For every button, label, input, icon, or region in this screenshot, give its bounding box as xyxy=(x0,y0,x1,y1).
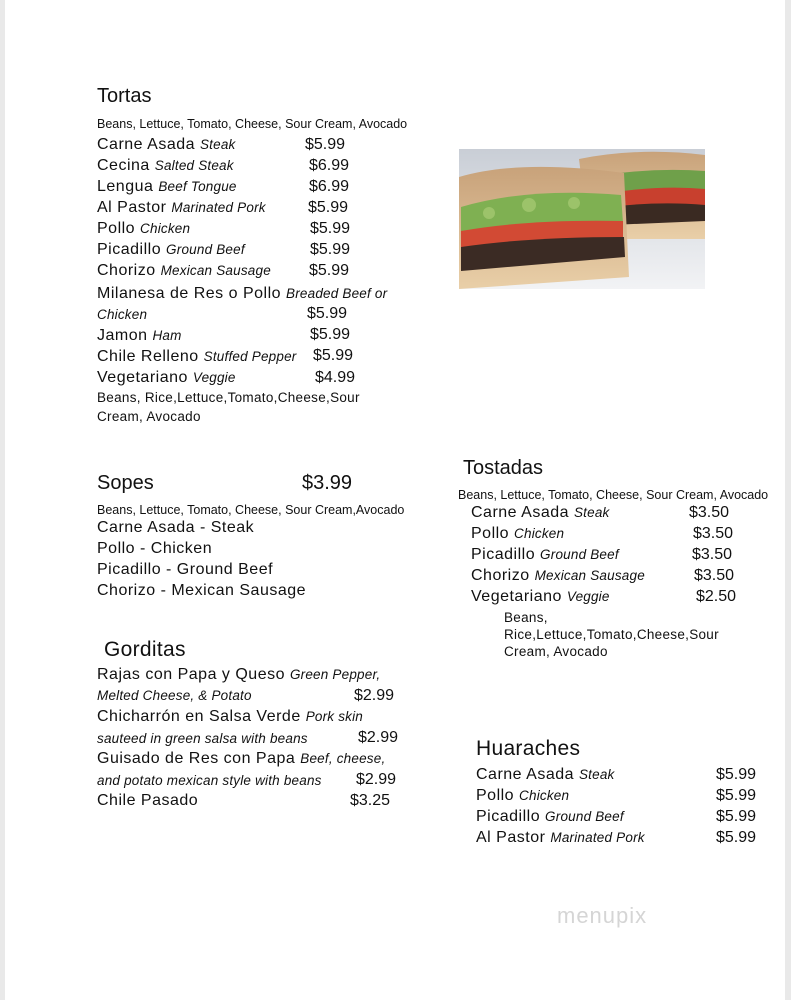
menu-item-name: Milanesa de Res o Pollo Breaded Beef or xyxy=(97,285,388,302)
menu-item-price: $6.99 xyxy=(309,157,350,174)
veggie-description: Rice,Lettuce,Tomato,Cheese,Sour xyxy=(504,627,719,642)
menu-item-price: $5.99 xyxy=(313,347,354,364)
menu-item-price: $2.99 xyxy=(358,729,399,746)
menu-item-name: Lengua Beef Tongue xyxy=(97,178,237,195)
menu-item-note: Melted Cheese, & Potato xyxy=(97,688,252,703)
menu-item-price: $5.99 xyxy=(716,808,757,825)
sopes-item: Carne Asada - Steak xyxy=(97,519,255,536)
menu-item-price: $2.99 xyxy=(354,687,395,704)
sopes-title: Sopes xyxy=(97,472,154,494)
menu-item-price: $5.99 xyxy=(716,829,757,846)
sopes-item: Chorizo - Mexican Sausage xyxy=(97,582,307,599)
tostadas-title: Tostadas xyxy=(463,457,544,479)
menu-item-price: $3.50 xyxy=(689,504,730,521)
menu-item-name: Carne Asada Steak xyxy=(471,504,610,521)
menu-item-name: Rajas con Papa y Queso Green Pepper, xyxy=(97,666,381,683)
menu-item-price: $2.50 xyxy=(696,588,737,605)
menu-item-price: $2.99 xyxy=(356,771,397,788)
page-edge-left xyxy=(0,0,5,1000)
menu-item-price: $5.99 xyxy=(309,262,350,279)
menu-item-price: $4.99 xyxy=(315,369,356,386)
sopes-description: Beans, Lettuce, Tomato, Cheese, Sour Cream,Avocado xyxy=(97,503,405,517)
menu-item-name: Carne Asada Steak xyxy=(97,136,236,153)
menu-item-name: Cecina Salted Steak xyxy=(97,157,234,174)
menu-item-name: Picadillo Ground Beef xyxy=(471,546,619,563)
tortas-title: Tortas xyxy=(97,85,152,107)
menu-item-name: Guisado de Res con Papa Beef, cheese, xyxy=(97,750,386,767)
menu-item-price: $3.50 xyxy=(694,567,735,584)
menu-item-name: Pollo Chicken xyxy=(471,525,565,542)
menu-item-price: $5.99 xyxy=(310,241,351,258)
menu-item-name: Pollo Chicken xyxy=(476,787,570,804)
menu-item-price: $3.50 xyxy=(692,546,733,563)
menu-item-name: Al Pastor Marinated Pork xyxy=(476,829,645,846)
veggie-description: Beans, xyxy=(504,610,548,625)
menu-item-name: Pollo Chicken xyxy=(97,220,191,237)
sopes-price: $3.99 xyxy=(302,472,353,494)
veggie-description: Beans, Rice,Lettuce,Tomato,Cheese,Sour xyxy=(97,390,360,405)
menu-item-name: Vegetariano Veggie xyxy=(97,369,236,386)
menu-item-name: Jamon Ham xyxy=(97,327,182,344)
menu-item-name: Vegetariano Veggie xyxy=(471,588,610,605)
menu-item-price: $5.99 xyxy=(310,326,351,343)
menu-item-note: sauteed in green salsa with beans xyxy=(97,731,308,746)
menu-item-price: $5.99 xyxy=(716,766,757,783)
gorditas-title: Gorditas xyxy=(104,638,186,661)
tostadas-description: Beans, Lettuce, Tomato, Cheese, Sour Cream, Avocado xyxy=(458,488,769,502)
veggie-description: Cream, Avocado xyxy=(97,409,201,424)
huaraches-title: Huaraches xyxy=(476,737,581,760)
torta-photo xyxy=(459,149,705,289)
menu-item-price: $5.99 xyxy=(310,220,351,237)
sopes-item: Picadillo - Ground Beef xyxy=(97,561,274,578)
sopes-item: Pollo - Chicken xyxy=(97,540,213,557)
menu-item-price: $5.99 xyxy=(716,787,757,804)
menu-item-name: Chile Pasado xyxy=(97,792,199,809)
menu-item-price: $3.50 xyxy=(693,525,734,542)
menu-item-price: $5.99 xyxy=(308,199,349,216)
page-edge-right xyxy=(785,0,791,1000)
menu-item-price: $3.25 xyxy=(350,792,391,809)
menu-item-price: $5.99 xyxy=(305,136,346,153)
menu-item-note: Chicken xyxy=(97,307,148,322)
menu-item-name: Carne Asada Steak xyxy=(476,766,615,783)
menu-item-name: Chorizo Mexican Sausage xyxy=(97,262,271,279)
menu-item-price: $5.99 xyxy=(307,305,348,322)
tortas-description: Beans, Lettuce, Tomato, Cheese, Sour Cream, Avocado xyxy=(97,117,408,131)
veggie-description: Cream, Avocado xyxy=(504,644,608,659)
menu-item-price: $6.99 xyxy=(309,178,350,195)
menu-item-name: Chorizo Mexican Sausage xyxy=(471,567,645,584)
menu-item-name: Chicharrón en Salsa Verde Pork skin xyxy=(97,708,364,725)
menupix-watermark: menupix xyxy=(557,903,648,928)
menu-item-name: Picadillo Ground Beef xyxy=(97,241,245,258)
menu-item-name: Picadillo Ground Beef xyxy=(476,808,624,825)
menu-item-name: Chile Relleno Stuffed Pepper xyxy=(97,348,297,365)
menu-item-name: Al Pastor Marinated Pork xyxy=(97,199,266,216)
menu-item-note: and potato mexican style with beans xyxy=(97,773,322,788)
